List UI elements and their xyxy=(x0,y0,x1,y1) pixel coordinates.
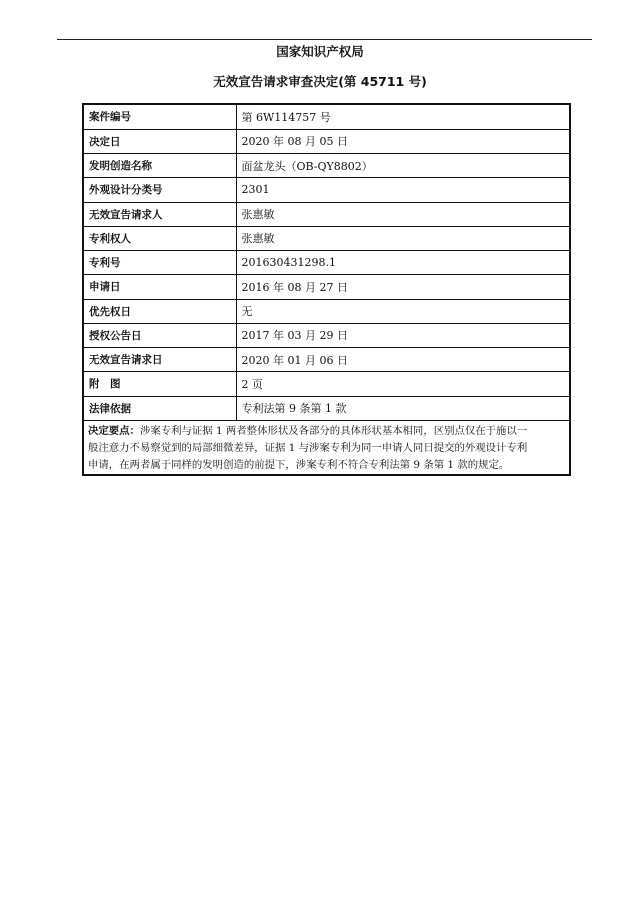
table-row xyxy=(84,299,569,323)
row-label: 无效宣告请求日 xyxy=(84,348,236,372)
row-value: 专利法第 9 条第 1 款 xyxy=(236,396,569,420)
row-value: 第 6W114757 号 xyxy=(236,105,569,129)
decision-summary-line: 申请，在两者属于同样的发明创造的前提下，涉案专利不符合专利法第 9 条第 1 款的规定。 xyxy=(88,458,510,471)
row-label: 授权公告日 xyxy=(84,323,236,347)
table-row xyxy=(84,323,569,347)
row-value: 2017 年 03 月 29 日 xyxy=(236,323,569,347)
row-value: 2 页 xyxy=(236,372,569,396)
row-label: 案件编号 xyxy=(84,105,236,129)
decision-info-table xyxy=(82,103,571,476)
decision-summary-label: 决定要点： xyxy=(88,424,140,437)
info-table xyxy=(84,105,569,421)
table-row xyxy=(84,251,569,275)
row-value: 面盆龙头（OB-QY8802） xyxy=(236,154,569,178)
row-label: 决定日 xyxy=(84,129,236,153)
row-label: 外观设计分类号 xyxy=(84,178,236,202)
decision-summary-text: 涉案专利与证据 1 两者整体形状及各部分的具体形状基本相同，区别点仅在于施以一 xyxy=(139,424,528,437)
row-label: 法律依据 xyxy=(84,396,236,420)
decision-summary-line: 般注意力不易察觉到的局部细微差异，证据 1 与涉案专利为同一申请人同日提交的外观设计专利 xyxy=(88,441,528,454)
organization-name: 国家知识产权局 xyxy=(276,44,364,59)
row-value: 2016 年 08 月 27 日 xyxy=(236,275,569,299)
row-value: 无 xyxy=(236,299,569,323)
table-row xyxy=(84,372,569,396)
table-row xyxy=(84,202,569,226)
row-value: 2020 年 08 月 05 日 xyxy=(236,129,569,153)
row-label: 专利号 xyxy=(84,251,236,275)
table-row xyxy=(84,275,569,299)
row-label: 发明创造名称 xyxy=(84,154,236,178)
header-rule xyxy=(57,39,592,40)
row-value: 2020 年 01 月 06 日 xyxy=(236,348,569,372)
row-value: 张惠敏 xyxy=(236,202,569,226)
table-row xyxy=(84,396,569,420)
row-label: 优先权日 xyxy=(84,299,236,323)
row-label: 附 图 xyxy=(84,372,236,396)
table-row xyxy=(84,178,569,202)
decision-summary-line xyxy=(88,423,566,440)
row-value: 张惠敏 xyxy=(236,226,569,250)
table-row xyxy=(84,105,569,129)
row-label: 专利权人 xyxy=(84,226,236,250)
decision-summary xyxy=(84,421,569,474)
row-label: 无效宣告请求人 xyxy=(84,202,236,226)
document-title: 无效宣告请求审查决定(第 45711 号) xyxy=(213,74,427,89)
row-value: 2301 xyxy=(236,178,569,202)
table-row xyxy=(84,129,569,153)
table-row xyxy=(84,226,569,250)
table-row xyxy=(84,348,569,372)
row-value: 201630431298.1 xyxy=(236,251,569,275)
table-row xyxy=(84,154,569,178)
row-label: 申请日 xyxy=(84,275,236,299)
